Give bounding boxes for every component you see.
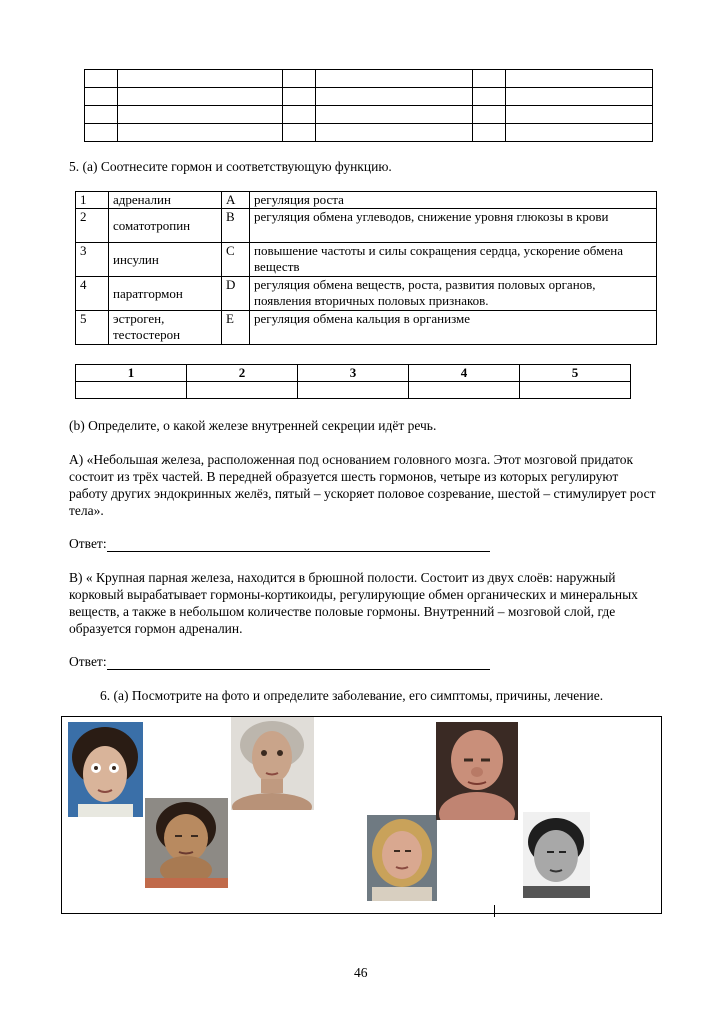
patient-photo-1 bbox=[68, 722, 143, 817]
letter-cell: C bbox=[222, 243, 250, 277]
q5b-a-text: А) «Небольшая железа, расположенная под основанием головного мозга. Этот мозговой придаток состоит из трёх частей. В передней образуется шесть гормонов, четыре из которых регулируют работу других эндокринных желёз, пятый – ускоряет половое созревание, шестой – стимулирует рост тела». bbox=[69, 452, 656, 518]
row-num: 4 bbox=[76, 277, 109, 311]
answer-label: Ответ: bbox=[69, 654, 107, 669]
function-cell: регуляция обмена углеводов, снижение уровня глюкозы в крови bbox=[250, 209, 657, 243]
table-row bbox=[76, 311, 657, 345]
answer-b bbox=[69, 653, 490, 670]
row-num: 2 bbox=[76, 209, 109, 243]
table-row bbox=[76, 277, 657, 311]
hormone-cell: паратгормон bbox=[109, 277, 222, 311]
hormone-cell: адреналин bbox=[109, 192, 222, 209]
answer-line[interactable] bbox=[107, 537, 490, 552]
row-num: 3 bbox=[76, 243, 109, 277]
row-num: 1 bbox=[76, 192, 109, 209]
patient-photo-2 bbox=[145, 798, 228, 888]
q5-title: 5. (а) Соотнесите гормон и соответствующую функцию. bbox=[69, 159, 392, 174]
function-cell: регуляция обмена кальция в организме bbox=[250, 311, 657, 345]
answer-a bbox=[69, 535, 490, 552]
table-row bbox=[76, 192, 657, 209]
answer-header: 2 bbox=[187, 365, 298, 382]
answer-cell[interactable] bbox=[298, 382, 409, 399]
answer-cell[interactable] bbox=[520, 382, 631, 399]
function-cell: регуляция обмена веществ, роста, развития половых органов, появления вторичных половых признаков. bbox=[250, 277, 657, 311]
frame-divider bbox=[494, 905, 495, 917]
letter-cell: E bbox=[222, 311, 250, 345]
row-num: 5 bbox=[76, 311, 109, 345]
answer-grid bbox=[75, 364, 631, 399]
table-row bbox=[76, 243, 657, 277]
answer-cell[interactable] bbox=[187, 382, 298, 399]
hormone-cell: соматотропин bbox=[109, 209, 222, 243]
q5b-b-text: В) « Крупная парная железа, находится в брюшной полости. Состоит из двух слоёв: наружный корковый вырабатывает гормоны-кортикоиды, регулирующие обмен органических и минеральных веществ, а также в небольшом количестве половые гормоны. Внутренний – мозговой слой, где образуется гормон адреналин. bbox=[69, 570, 638, 636]
patient-photo-3 bbox=[231, 717, 314, 810]
letter-cell: B bbox=[222, 209, 250, 243]
answer-header: 4 bbox=[409, 365, 520, 382]
letter-cell: D bbox=[222, 277, 250, 311]
hormone-cell: инсулин bbox=[109, 243, 222, 277]
answer-cell[interactable] bbox=[76, 382, 187, 399]
q6-title: 6. (а) Посмотрите на фото и определите заболевание, его симптомы, причины, лечение. bbox=[100, 688, 604, 703]
function-cell: повышение частоты и силы сокращения сердца, ускорение обмена веществ bbox=[250, 243, 657, 277]
answer-header: 3 bbox=[298, 365, 409, 382]
answer-cell[interactable] bbox=[409, 382, 520, 399]
letter-cell: A bbox=[222, 192, 250, 209]
patient-photo-4 bbox=[367, 815, 437, 901]
hormone-matching-table bbox=[75, 191, 657, 345]
answer-header: 1 bbox=[76, 365, 187, 382]
answer-line[interactable] bbox=[107, 655, 490, 670]
top-empty-table bbox=[84, 69, 653, 142]
patient-photo-6 bbox=[523, 812, 590, 898]
answer-label: Ответ: bbox=[69, 536, 107, 551]
q5b-title: (b) Определите, о какой железе внутренней секреции идёт речь. bbox=[69, 418, 437, 433]
hormone-cell: эстроген, тестостерон bbox=[109, 311, 222, 345]
page-number: 46 bbox=[354, 965, 368, 980]
answer-header: 5 bbox=[520, 365, 631, 382]
patient-photo-5 bbox=[436, 722, 518, 820]
function-cell: регуляция роста bbox=[250, 192, 657, 209]
table-row bbox=[76, 209, 657, 243]
